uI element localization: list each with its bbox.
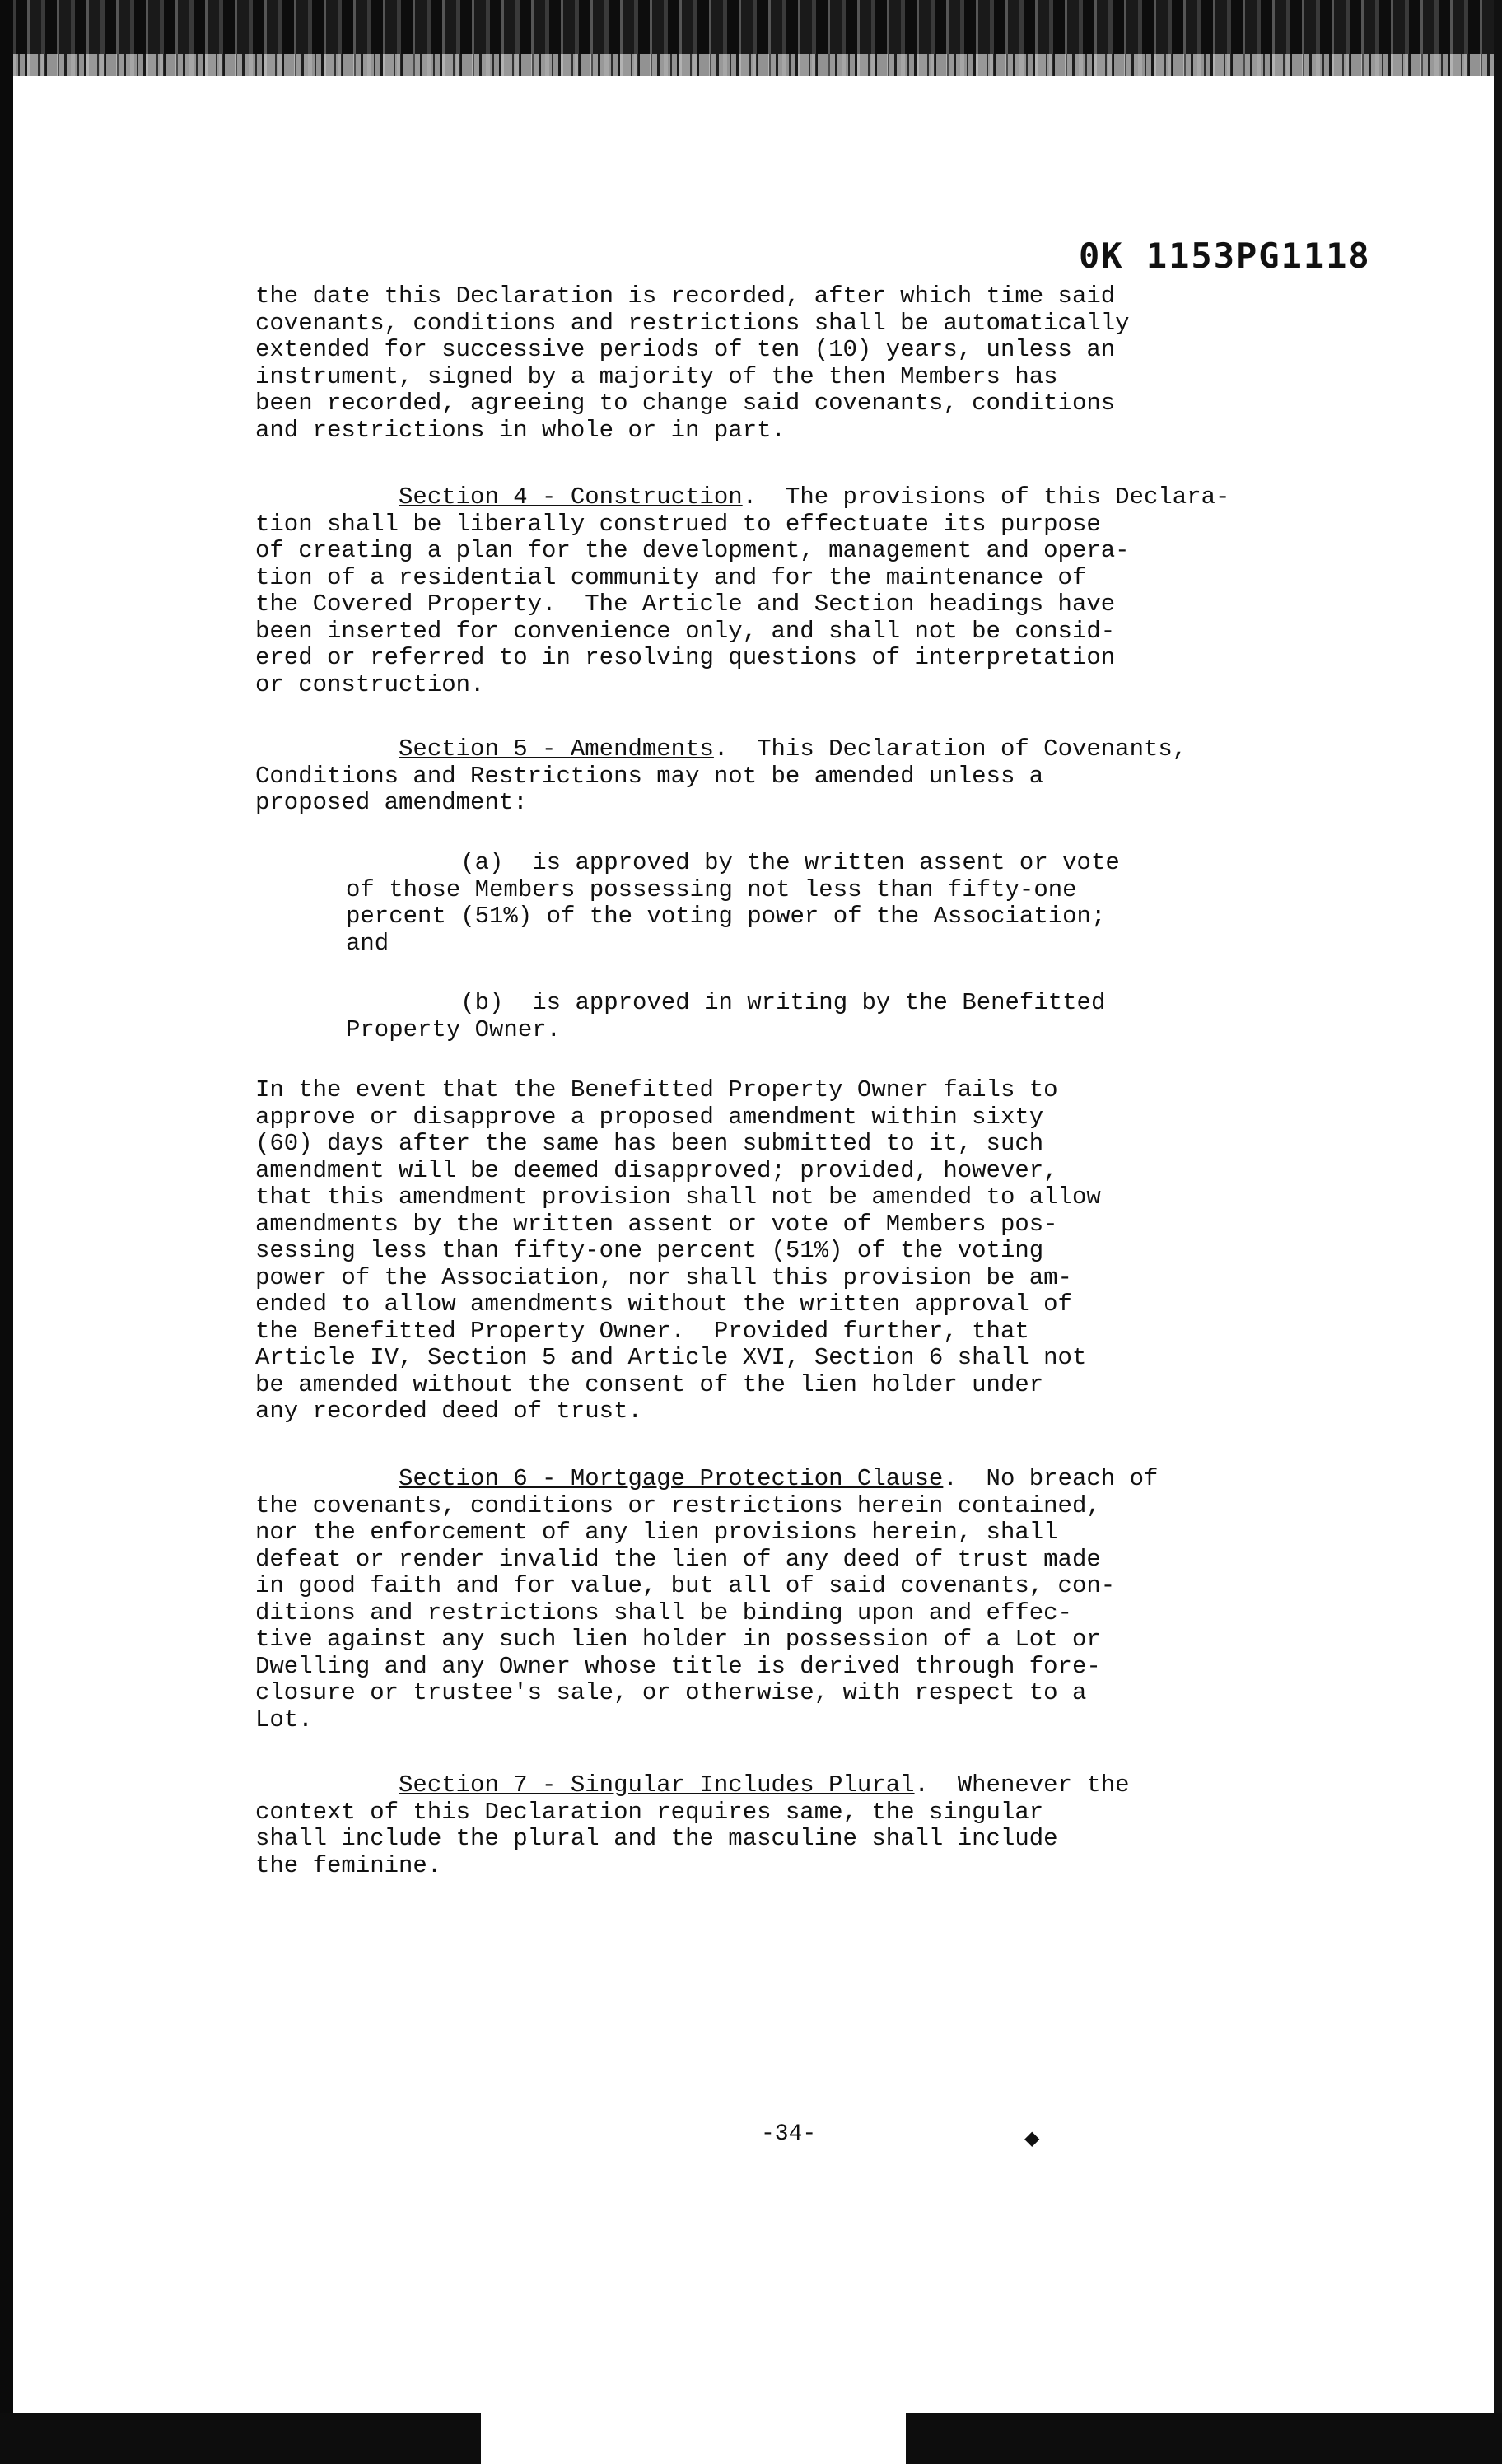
section-7-heading: Section 7 - Singular Includes Plural bbox=[399, 1771, 915, 1799]
section-5-item-a: (a) is approved by the written assent or vote of those Members possessing not less than fifty-one percent (51%) of the voting power of the Association; and bbox=[346, 849, 1120, 957]
section-5 bbox=[255, 736, 1342, 817]
section-5-body: . This Declaration of Covenants, Conditions and Restrictions may not be amended unless a proposed amendment: bbox=[255, 735, 1187, 816]
section-7-body: . Whenever the context of this Declaration requires same, the singular shall include the plural and the masculine shall include the feminine. bbox=[255, 1771, 1130, 1879]
document-number: 0K 1153PG1118 bbox=[1079, 236, 1371, 276]
section-5-heading: Section 5 - Amendments bbox=[399, 735, 714, 763]
section-4-body: . The provisions of this Declara- tion shall be liberally construed to effectuate its purpose of creating a plan for the development, management and opera- tion of a residential community and for the maintenance of the Covered Property. The Article and Section headings have been inserted for convenience only, and shall not be consid- ered or referred to in resolving questions of interpretation or construction. bbox=[255, 483, 1230, 698]
section-6-body: . No breach of the covenants, conditions or restrictions herein contained, nor the enforcement of any lien provisions herein, shall defeat or render invalid the lien of any deed of trust made in good faith and for value, but all of said covenants, con- ditions and restrictions shall be binding upon and effec- tive against any such lien holder in possession of a Lot or Dwelling and any Owner whose title is derived through fore- closure or trustee's sale, or otherwise, with respect to a Lot. bbox=[255, 1465, 1159, 1734]
section-6 bbox=[255, 1466, 1342, 1734]
section-5-continuation: In the event that the Benefitted Property Owner fails to approve or disapprove a proposed amendment within sixty (60) days after the same has been submitted to it, such amendment will be deemed disapproved; provided, however, that this amendment provision shall not be amended to allow amendments by the written assent or vote of Members pos- sessing less than fifty-one percent (51%) of the voting power of the Association, nor shall this provision be am- ended to allow amendments without the written approval of the Benefitted Property Owner. Provided further, that Article IV, Section 5 and Article XVI, Section 6 shall not be amended without the consent of the lien holder under any recorded deed of trust. bbox=[255, 1076, 1101, 1425]
section-5-item-b: (b) is approved in writing by the Benefitted Property Owner. bbox=[346, 989, 1106, 1043]
scan-edge-bottom-right bbox=[906, 2413, 1502, 2464]
intro-paragraph: the date this Declaration is recorded, after which time said covenants, conditions and restrictions shall be automatically extended for successive periods of ten (10) years, unless an instrument, signed by a majority of the then Members has been recorded, agreeing to change said covenants, conditions and restrictions in whole or in part. bbox=[255, 282, 1130, 444]
scan-edge-top bbox=[0, 0, 1502, 76]
page-number: -34- bbox=[761, 2121, 817, 2147]
section-4-heading: Section 4 - Construction bbox=[399, 483, 743, 511]
scan-edge-left bbox=[0, 0, 13, 2464]
footer-mark: ◆ bbox=[1024, 2126, 1040, 2149]
scan-edge-bottom-left bbox=[0, 2413, 481, 2464]
section-6-heading: Section 6 - Mortgage Protection Clause bbox=[399, 1465, 944, 1492]
section-4 bbox=[255, 484, 1342, 698]
section-7 bbox=[255, 1772, 1342, 1879]
scan-edge-right bbox=[1494, 0, 1502, 2464]
